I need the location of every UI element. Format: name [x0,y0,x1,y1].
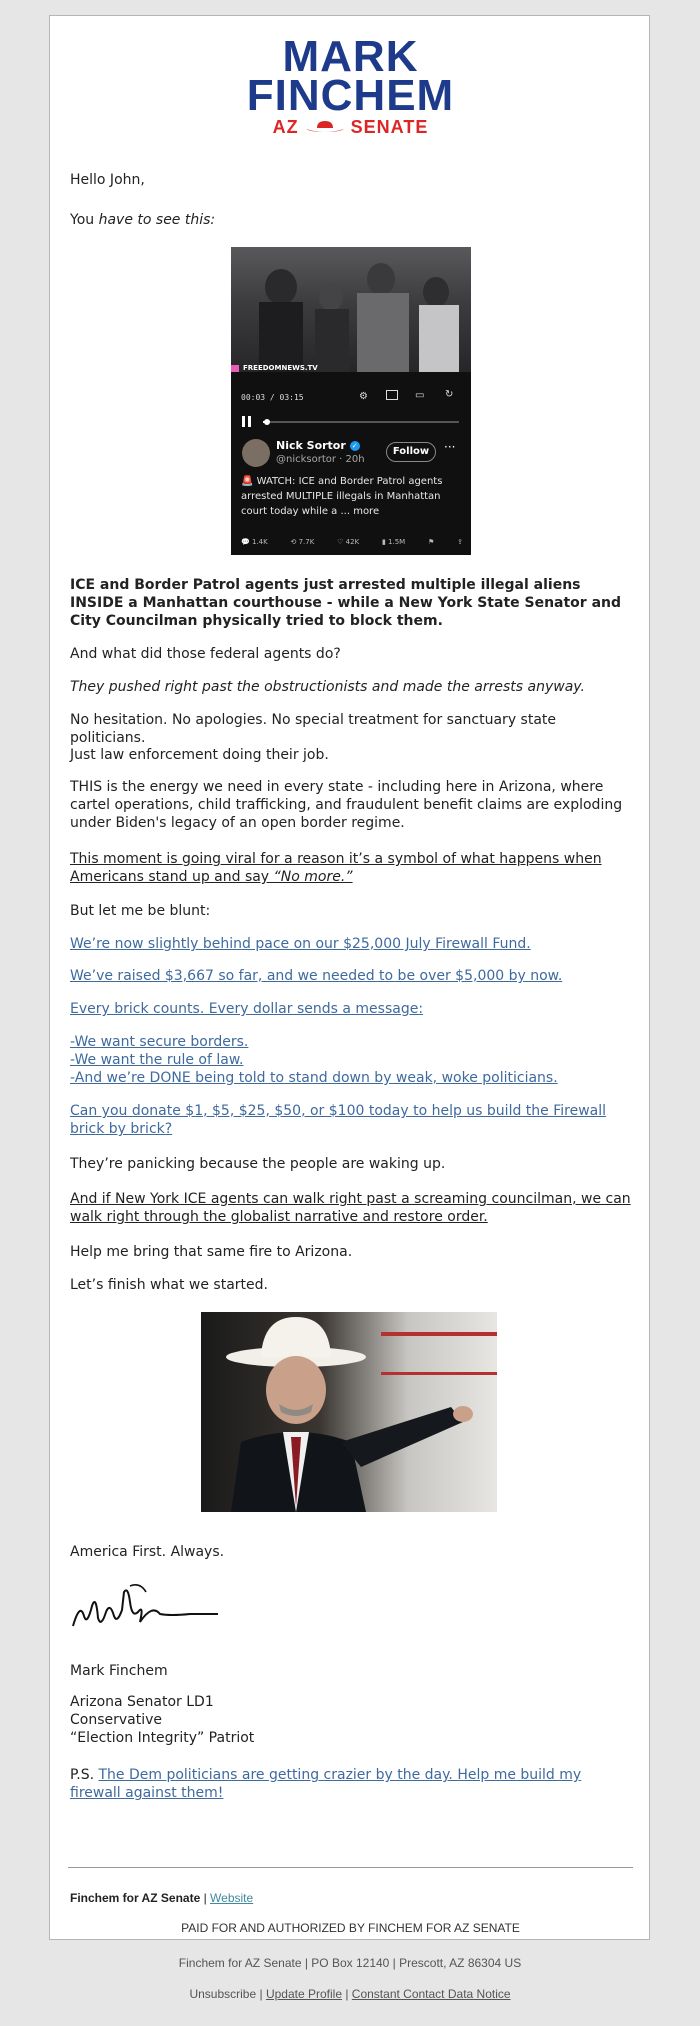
paragraph-9: And if New York ICE agents can walk right past a screaming councilman, we can walk right through the globalist narrative and restore order. [70,1191,631,1225]
reply-stat[interactable]: 💬 1.4K [241,538,268,546]
tweet-text: 🚨 WATCH: ICE and Border Patrol agents arrested MULTIPLE illegals in Manhattan court today while a ... more [241,476,443,517]
channel-label: FREEDOMNEWS.TV [243,364,318,372]
logo-az: AZ [272,117,299,137]
signer-titles [70,1693,631,1747]
signer-name: Mark Finchem [70,1663,168,1679]
paragraph-4: Just law enforcement doing their job. [70,747,329,763]
update-profile-link[interactable]: Update Profile [265,1987,342,2001]
greeting: Hello John, [70,172,145,188]
video-embed[interactable] [231,247,471,555]
reply-count: 1.4K [251,538,268,546]
crowd-illustration [231,247,471,372]
paid-for-notice: PAID FOR AND AUTHORIZED BY FINCHEM FOR AZ SENATE [181,1921,520,1935]
like-count: 42K [345,538,360,546]
paragraph-2: They pushed right past the obstructionists and made the arrests anyway. [70,679,585,695]
follow-button[interactable]: Follow [386,442,436,462]
email-card [49,15,650,1940]
ps-prefix: P.S. [70,1767,99,1783]
share-icon[interactable]: ⇪ [457,538,463,546]
footer-divider [68,1867,633,1868]
signoff: America First. Always. [70,1544,225,1560]
cast-icon[interactable] [386,390,398,400]
ps-link[interactable]: The Dem politicians are getting crazier by the day. Help me build my firewall against them! [70,1767,582,1801]
repost-count: 7.7K [298,538,315,546]
like-stat[interactable]: ♡ 42K [337,538,360,546]
paragraph-11: Let’s finish what we started. [70,1277,268,1293]
pause-icon[interactable] [242,416,245,427]
intro-italic: have to see this: [98,212,216,228]
bottom-sep-2: | [342,1987,352,2001]
progress-track[interactable] [263,421,459,423]
donate-list-item-3[interactable]: -And we’re DONE being told to stand down by weak, woke politicians. [70,1070,558,1086]
replay-icon[interactable]: ↻ [445,389,454,400]
more-icon[interactable]: ··· [444,440,456,454]
data-notice-link[interactable]: Constant Contact Data Notice [351,1987,511,2001]
unsubscribe-link[interactable]: Unsubscribe [189,1987,257,2001]
bottom-links [0,1987,700,2001]
candidate-illustration [201,1312,497,1512]
donate-list-item-1[interactable]: -We want secure borders. [70,1034,249,1050]
footer-org-line [70,1889,631,1907]
paragraph-1: And what did those federal agents do? [70,646,341,662]
paragraph-10: Help me bring that same fire to Arizona. [70,1244,353,1260]
paragraph-6-text: This moment is going viral for a reason it’s a symbol of what happens when Americans stand up and say [70,851,602,885]
paragraph-5: THIS is the energy we need in every state - including here in Arizona, where cartel operations, child trafficking, and fraudulent benefit claims are exploding under Biden's legacy of an open border regime. [70,779,623,831]
paragraph-8: They’re panicking because the people are waking up. [70,1156,446,1172]
donate-link-3[interactable]: Every brick counts. Every dollar sends a message: [70,1001,424,1017]
title-line-2: Conservative [70,1712,163,1728]
donate-amounts-link[interactable]: Can you donate $1, $5, $25, $50, or $100 today to help us build the Firewall brick by brick? [70,1103,607,1137]
logo-senate: SENATE [350,117,429,137]
user-name-text: Nick Sortor [276,439,346,452]
bookmark-icon[interactable]: ⚑ [428,538,435,546]
pause-icon-bar [248,416,251,427]
paragraph-3: No hesitation. No apologies. No special treatment for sanctuary state politicians. [70,712,557,746]
progress-handle[interactable] [264,419,270,425]
postscript [70,1766,631,1802]
user-handle: @nicksortor · 20h [276,454,365,465]
paragraph-6-italic: “No more.” [273,869,353,885]
views-count: 1.5M [388,538,406,546]
donate-list-item-2[interactable]: -We want the rule of law. [70,1052,244,1068]
bottom-footer [0,1956,700,2001]
footer-org: Finchem for AZ Senate [70,1891,201,1905]
video-time: 00:03 / 03:15 [241,393,304,402]
video-scene [231,247,471,372]
campaign-logo [50,32,651,138]
title-line-1: Arizona Senator LD1 [70,1694,214,1710]
channel-badge [231,365,239,372]
settings-icon[interactable]: ⚙ [359,391,368,402]
logo-line-finchem: FINCHEM [246,71,455,120]
verified-badge-icon: ✓ [350,441,360,451]
bottom-sep-1: | [256,1987,266,2001]
cowboy-hat-icon [305,120,345,134]
paragraph-7: But let me be blunt: [70,903,211,919]
candidate-photo [201,1312,497,1512]
website-link[interactable]: Website [210,1891,254,1905]
donate-link-1[interactable]: We’re now slightly behind pace on our $25,000 July Firewall Fund. [70,936,531,952]
tweet-stats [241,538,463,546]
signature-image [70,1582,220,1632]
intro-prefix: You [70,212,99,228]
user-name[interactable] [276,439,360,452]
views-stat[interactable]: ▮ 1.5M [381,538,406,546]
dock-icon[interactable]: ▭ [415,390,425,401]
intro-line [70,211,631,229]
paragraph-6 [70,850,631,886]
headline: ICE and Border Patrol agents just arrested multiple illegal aliens INSIDE a Manhattan courthouse - while a New York State Senator and City Councilman physically tried to block them. [70,577,622,629]
logo-line-az-senate [50,116,651,138]
avatar[interactable] [242,439,270,467]
mailing-address: Finchem for AZ Senate | PO Box 12140 | Prescott, AZ 86304 US [178,1956,522,1970]
repost-stat[interactable]: ⟲ 7.7K [290,538,315,546]
logo-line-mark: MARK [282,32,419,81]
title-line-3: “Election Integrity” Patriot [70,1730,255,1746]
footer-sep: | [200,1891,211,1905]
donate-link-2[interactable]: We’ve raised $3,667 so far, and we needed to be over $5,000 by now. [70,968,563,984]
